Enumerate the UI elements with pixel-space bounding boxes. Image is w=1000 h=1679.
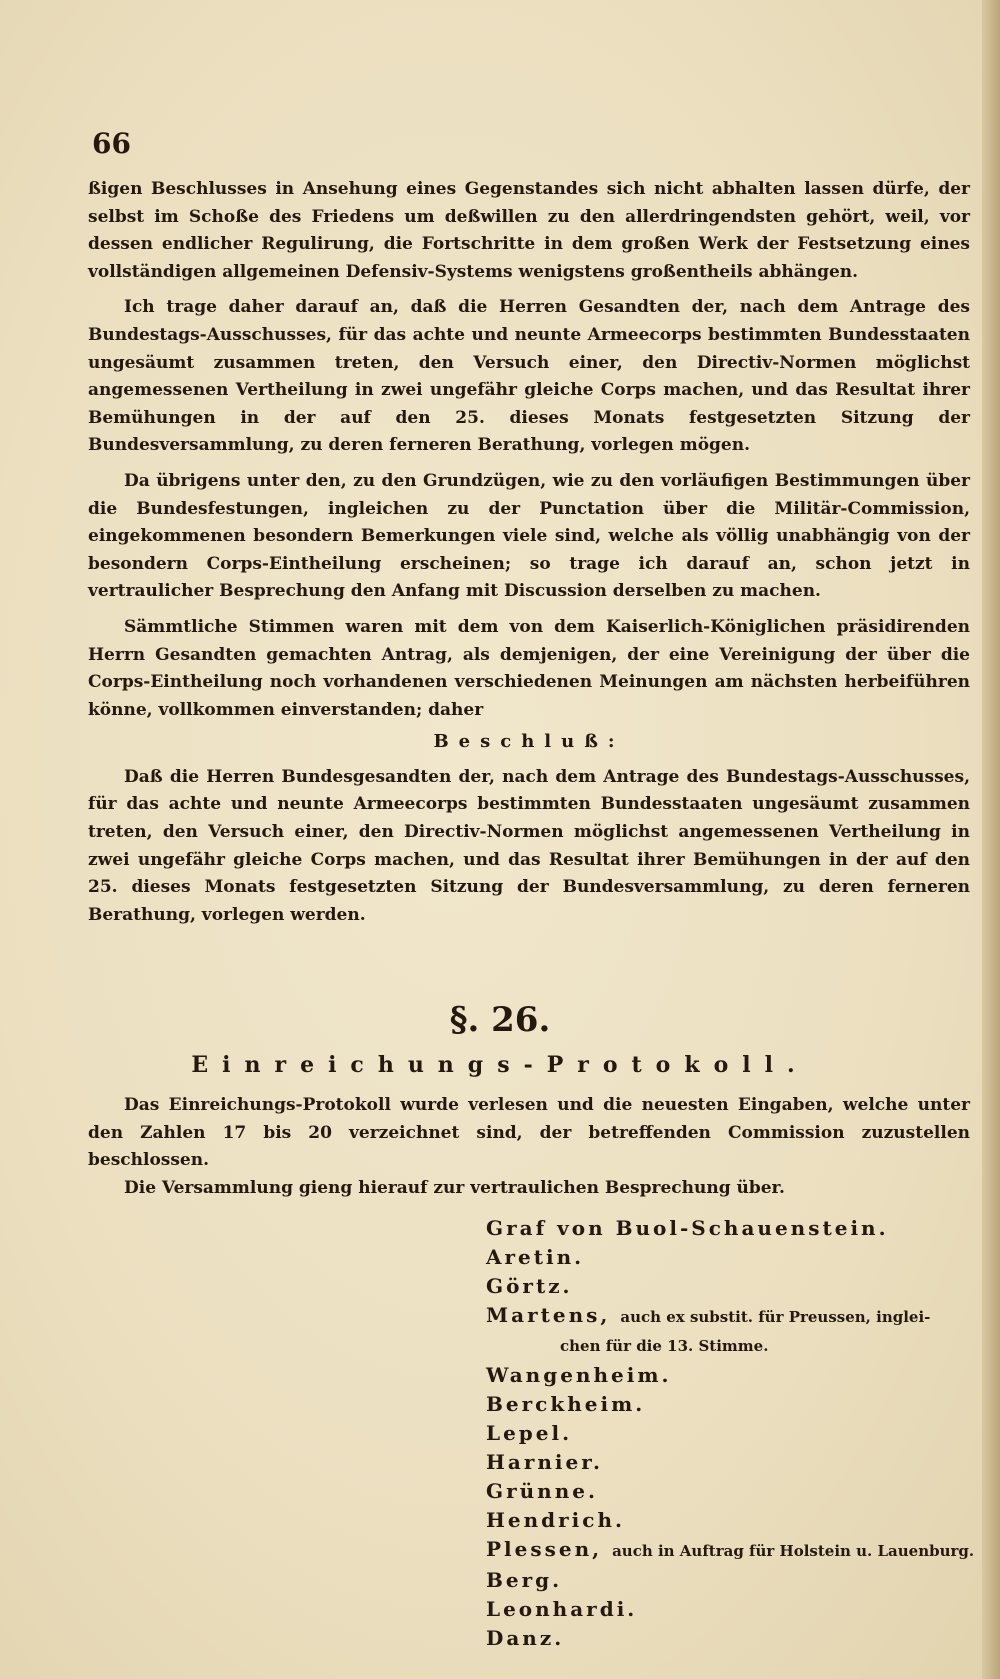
page-number: 66	[92, 127, 131, 160]
signature: Graf von Buol-Schauenstein.	[486, 1216, 889, 1240]
signature: Martens, auch ex substit. für Preussen, inglei-	[486, 1303, 931, 1327]
signature-note: auch in Auftrag für Holstein u. Lauenburg.	[612, 1542, 975, 1560]
signature: Görtz.	[486, 1274, 573, 1298]
signature: Berckheim.	[486, 1392, 646, 1416]
signature: Harnier.	[486, 1450, 603, 1474]
paragraph-remarks: Da übrigens unter den, zu den Grundzügen, wie zu den vorläufigen Bestimmungen über die Bundesfestungen, ingleichen zu der Punctation über die Militär-Commission, eingekommenen besondern Bemerkungen viele sind, welche als völlig unabhängig von der besondern Corps-Eintheilung erscheinen; so trage ich darauf an, schon jetzt in vertraulicher Besprechung den Anfang mit Discussion derselben zu machen.	[88, 470, 970, 602]
signature-note-continued: chen für die 13. Stimme.	[560, 1337, 769, 1355]
signature: Aretin.	[486, 1245, 585, 1269]
signature-list	[486, 1214, 976, 1653]
signature: Hendrich.	[486, 1508, 625, 1532]
paragraph-resolution: Daß die Herren Bundesgesandten der, nach dem Antrage des Bundestags-Ausschusses, für das achte und neunte Armeecorps bestimmten Bundesstaaten ungesäumt zusammen treten, den Versuch einer, den Directiv-Normen möglichst angemessenen Vertheilung in zwei ungefähr gleiche Corps machen, und das Resultat ihrer Bemühungen in der auf den 25. dieses Monats festgesetzten Sitzung der Bundesversammlung, zu deren ferneren Berathung, vorlegen werden.	[88, 766, 970, 925]
signature-note: auch ex substit. für Preussen, inglei-	[620, 1308, 931, 1326]
paragraph-adjourn: Die Versammlung gieng hierauf zur vertraulichen Besprechung über.	[124, 1177, 785, 1198]
signature: Grünne.	[486, 1479, 598, 1503]
paragraph-protocol: Das Einreichungs-Protokoll wurde verlesen und die neuesten Eingaben, welche unter den Zahlen 17 bis 20 verzeichnet sind, der betreffenden Commission zuzustellen beschlossen.	[88, 1095, 970, 1171]
signature: Leonhardi.	[486, 1597, 638, 1621]
signature: Lepel.	[486, 1421, 573, 1445]
signature: Wangenheim.	[486, 1363, 672, 1387]
page-edge	[982, 0, 1000, 1679]
resolution-heading: Beschluß:	[433, 731, 625, 753]
paragraph-votes: Sämmtliche Stimmen waren mit dem von dem Kaiserlich-Königlichen präsidirenden Herrn Gesandten gemachten Antrag, als demjenigen, der eine Vereinigung der über die Corps-Eintheilung noch vorhandenen verschiedenen Meinungen am nächsten herbeiführen könne, vollkommen einverstanden; daher	[88, 616, 970, 720]
protocol-text	[88, 1092, 970, 1202]
main-text	[88, 176, 970, 929]
paragraph-continuation: ßigen Beschlusses in Ansehung eines Gegenstandes sich nicht abhalten lassen dürfe, der selbst im Schoße des Friedens um deßwillen zu den allerdringendsten gehört, weil, vor dessen endlicher Regulirung, die Fortschritte in dem großen Werk der Festsetzung eines vollständigen allgemeinen Defensiv-Systems wenigstens großentheils abhängen.	[88, 179, 970, 282]
signature: Danz.	[486, 1626, 565, 1650]
signature: Berg.	[486, 1568, 563, 1592]
section-number: §. 26.	[449, 1000, 551, 1040]
section-title: Einreichungs-Protokoll.	[191, 1052, 809, 1078]
paragraph-motion: Ich trage daher darauf an, daß die Herren Gesandten der, nach dem Antrage des Bundestags-Ausschusses, für das achte und neunte Armeecorps bestimmten Bundesstaaten ungesäumt zusammen treten, den Versuch einer, den Directiv-Normen möglichst angemessenen Vertheilung in zwei ungefähr gleiche Corps machen, und das Resultat ihrer Bemühungen in der auf den 25. dieses Monats festgesetzten Sitzung der Bundesversammlung, zu deren ferneren Berathung, vorlegen mögen.	[88, 297, 970, 456]
signature: Plessen, auch in Auftrag für Holstein u. Lauenburg.	[486, 1537, 975, 1561]
